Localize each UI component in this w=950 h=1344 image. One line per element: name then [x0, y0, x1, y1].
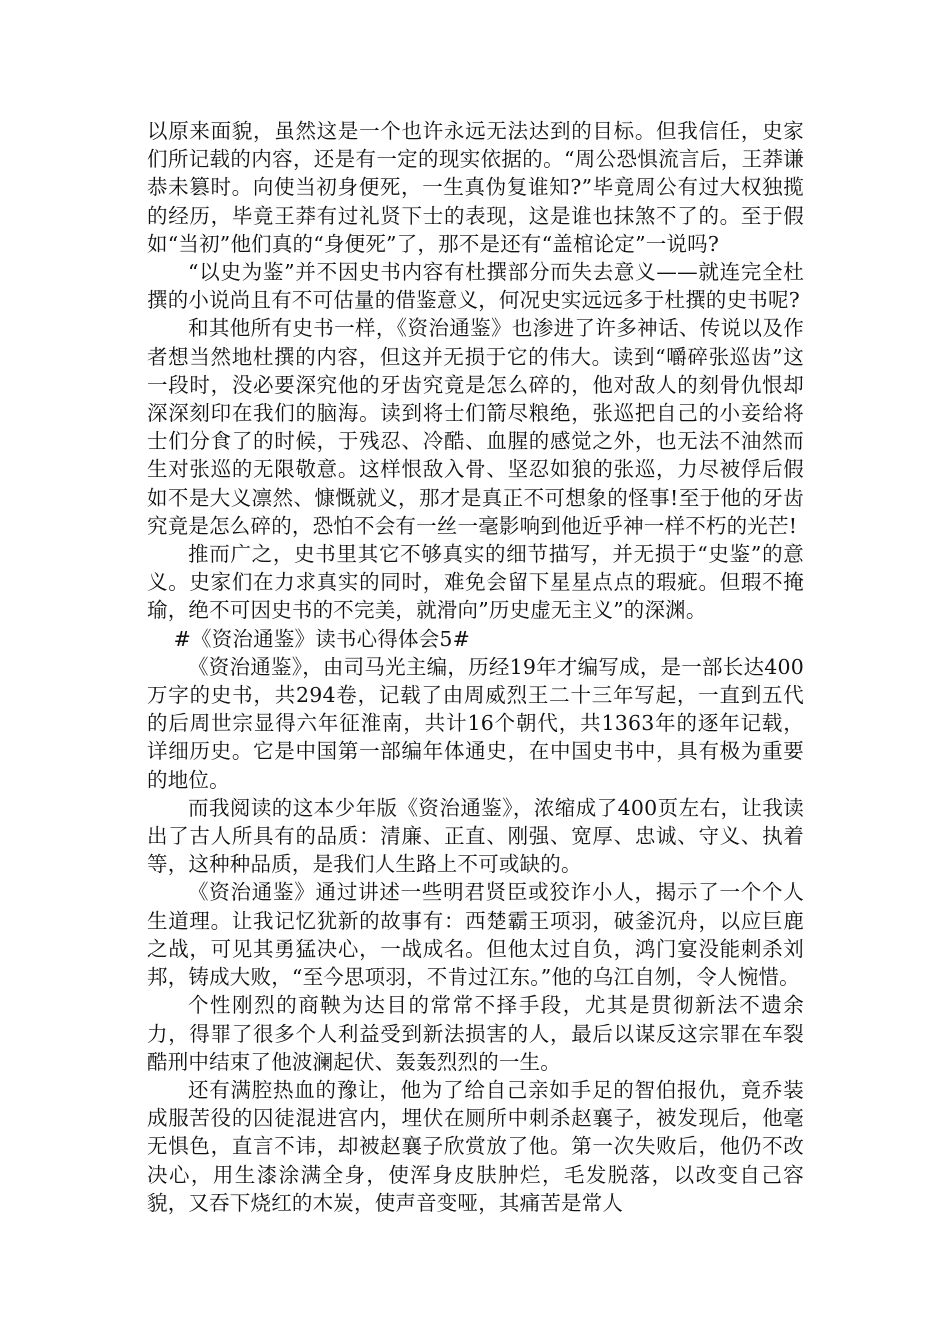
section-heading: #《资治通鉴》读书心得体会5#	[173, 626, 471, 651]
paragraph-3: 和其他所有史书一样，《资治通鉴》也渗进了许多神话、传说以及作者想当然地杜撰的内容，但这并无损于它的伟大。读到“嚼碎张巡齿”这一段时，没必要深究他的牙齿究竟是怎么碎的，他对敌人的刻骨仇恨却深深刻印在我们的脑海。读到将士们箭尽粮绝，张巡把自己的小妾给将士们分食了的时候，于残忍、冷酷、血腥的感觉之外，也无法不油然而生对张巡的无限敬意。这样恨敌入骨、坚忍如狼的张巡，力尽被俘后假如不是大义凛然、慷慨就义，那才是真正不可想象的怪事!至于他的牙齿究竟是怎么碎的，恐怕不会有一丝一毫影响到他近乎神一样不朽的光芒!	[147, 316, 804, 538]
paragraph-4: 推而广之，史书里其它不够真实的细节描写，并无损于“史鉴”的意义。史家们在力求真实的同时，难免会留下星星点点的瑕疵。但瑕不掩瑜，绝不可因史书的不完美，就滑向”历史虚无主义”的深渊。	[147, 542, 804, 623]
paragraph-10: 还有满腔热血的豫让，他为了给自己亲如手足的智伯报仇，竟乔装成服苦役的囚徒混进宫内，埋伏在厕所中刺杀赵襄子，被发现后，他毫无惧色，直言不讳，却被赵襄子欣赏放了他。第一次失败后，他仍不改决心，用生漆涂满全身，使浑身皮肤肿烂，毛发脱落，以改变自己容貌，又吞下烧红的木炭，使声音变哑，其痛苦是常人	[147, 1077, 804, 1215]
paragraph-2: “以史为鉴”并不因史书内容有杜撰部分而失去意义——就连完全杜撰的小说尚且有不可估量的借鉴意义，何况史实远远多于杜撰的史书呢?	[147, 260, 804, 313]
paragraph-6: 《资治通鉴》，由司马光主编，历经19年才编写成，是一部长达400万字的史书，共294卷，记载了由周威烈王二十三年写起，一直到五代的后周世宗显得六年征淮南，共计16个朝代，共1363年的逐年记载，详细历史。它是中国第一部编年体通史，在中国史书中，具有极为重要的地位。	[147, 654, 804, 792]
document-body	[147, 117, 804, 1217]
paragraph-7: 而我阅读的这本少年版《资治通鉴》，浓缩成了400页左右，让我读出了古人所具有的品质：清廉、正直、刚强、宽厚、忠诚、守义、执着等，这种种品质，是我们人生路上不可或缺的。	[147, 795, 804, 877]
paragraph-1: 以原来面貌，虽然这是一个也许永远无法达到的目标。但我信任，史家们所记载的内容，还是有一定的现实依据的。“周公恐惧流言后，王莽谦恭未篡时。向使当初身便死，一生真伪复谁知?”毕竟周公有过大权独揽的经历，毕竟王莽有过礼贤下士的表现，这是谁也抹煞不了的。至于假如“当初”他们真的“身便死”了，那不是还有“盖棺论定”一说吗?	[147, 119, 804, 256]
paragraph-8: 《资治通鉴》通过讲述一些明君贤臣或狡诈小人，揭示了一个个人生道理。让我记忆犹新的故事有：西楚霸王项羽，破釜沉舟，以应巨鹿之战，可见其勇猛决心，一战成名。但他太过自负，鸿门宴没能刺杀刘邦，铸成大败，“至今思项羽，不肯过江东。”他的乌江自刎，令人惋惜。	[147, 880, 804, 990]
paragraph-9: 个性刚烈的商鞅为达目的常常不择手段，尤其是贯彻新法不遗余力，得罪了很多个人利益受到新法损害的人，最后以谋反这宗罪在车裂酷刑中结束了他波澜起伏、轰轰烈烈的一生。	[147, 993, 804, 1074]
